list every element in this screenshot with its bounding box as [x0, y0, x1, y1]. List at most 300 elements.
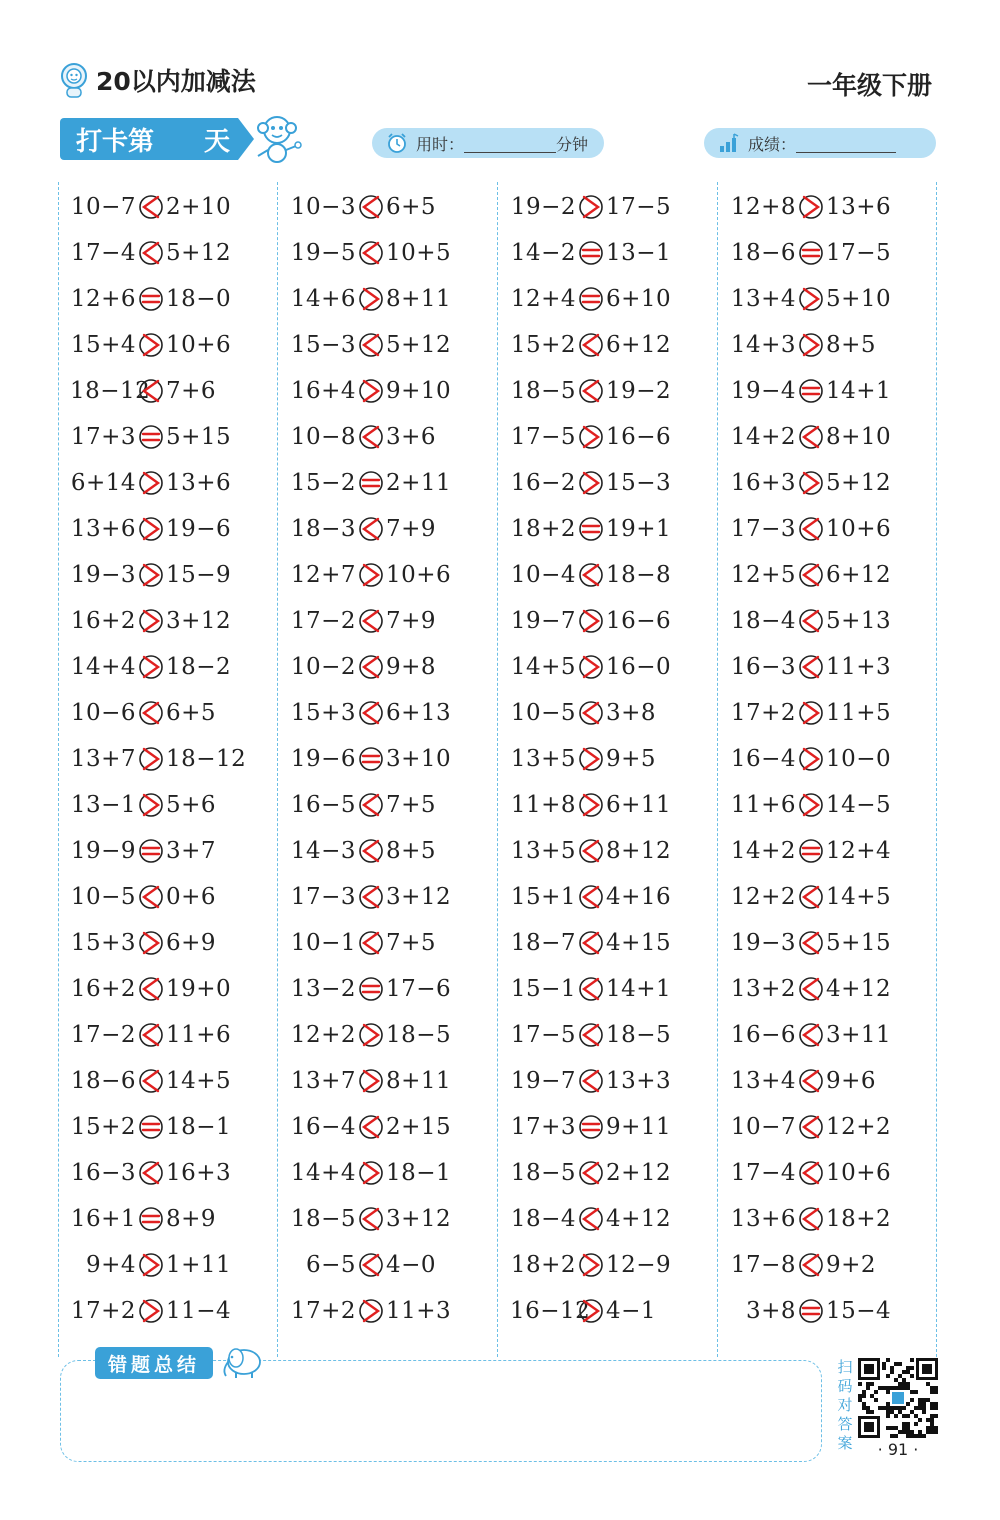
- qr-module: [926, 1430, 930, 1434]
- answer-circle: [578, 930, 604, 956]
- greater-than-mark: [144, 611, 158, 631]
- less-than-mark: [364, 841, 378, 861]
- qr-module: [922, 1402, 926, 1406]
- left-expression: 13+5: [510, 838, 576, 864]
- comparison-problem: [290, 693, 451, 733]
- left-expression: 17−5: [510, 1022, 576, 1048]
- left-expression: 17−2: [70, 1022, 136, 1048]
- right-expression: 9+5: [606, 746, 657, 772]
- comparison-problem: [510, 1245, 671, 1285]
- left-expression: 17−4: [730, 1160, 796, 1186]
- comparison-problem: [70, 739, 246, 779]
- qr-module: [918, 1430, 922, 1434]
- left-expression: 19−7: [510, 608, 576, 634]
- less-than-mark: [364, 519, 378, 539]
- answer-circle: [578, 1298, 604, 1324]
- qr-module: [918, 1434, 922, 1438]
- right-expression: 6+5: [166, 700, 217, 726]
- qr-module: [886, 1410, 890, 1414]
- equals-mark: [143, 1124, 159, 1130]
- comparison-problem: [730, 1199, 891, 1239]
- left-expression: 12+6: [70, 286, 136, 312]
- answer-circle: [358, 562, 384, 588]
- greater-than-mark: [584, 657, 598, 677]
- right-expression: 3+8: [606, 700, 657, 726]
- greater-than-mark: [144, 749, 158, 769]
- comparison-problem: [730, 923, 891, 963]
- left-expression: 10−1: [290, 930, 356, 956]
- right-expression: 16−6: [606, 608, 672, 634]
- qr-module: [902, 1378, 906, 1382]
- right-expression: 19−6: [166, 516, 232, 542]
- right-expression: 9+11: [606, 1114, 672, 1140]
- qr-module: [934, 1406, 938, 1410]
- answer-circle: [578, 654, 604, 680]
- time-field: [372, 128, 604, 158]
- right-expression: 5+6: [166, 792, 217, 818]
- right-expression: 18−8: [606, 562, 672, 588]
- right-expression: 14−5: [826, 792, 892, 818]
- qr-module: [926, 1398, 930, 1402]
- left-expression: 14+2: [730, 424, 796, 450]
- comparison-problem: [730, 1291, 891, 1331]
- right-expression: 5+12: [386, 332, 452, 358]
- qr-module: [930, 1422, 934, 1426]
- comparison-problem: [730, 601, 891, 641]
- comparison-problem: [510, 1061, 671, 1101]
- greater-than-mark: [364, 289, 378, 309]
- less-than-mark: [144, 381, 158, 401]
- less-than-mark: [364, 1117, 378, 1137]
- right-expression: 10+6: [826, 516, 892, 542]
- equals-mark: [143, 1216, 159, 1222]
- answer-circle: [798, 286, 824, 312]
- comparison-problem: [510, 279, 671, 319]
- qr-module: [934, 1426, 938, 1430]
- left-expression: 15+3: [70, 930, 136, 956]
- answer-circle: [138, 608, 164, 634]
- right-expression: 4+12: [826, 976, 892, 1002]
- qr-module: [910, 1410, 914, 1414]
- answer-circle: [138, 1068, 164, 1094]
- answer-circle: [358, 424, 384, 450]
- less-than-mark: [364, 197, 378, 217]
- qr-module: [922, 1406, 926, 1410]
- column-divider: [277, 182, 278, 1357]
- left-expression: 12+2: [290, 1022, 356, 1048]
- right-expression: 13−1: [606, 240, 672, 266]
- greater-than-mark: [364, 1071, 378, 1091]
- right-expression: 18−5: [386, 1022, 452, 1048]
- right-expression: 12+4: [826, 838, 892, 864]
- right-expression: 8+9: [166, 1206, 217, 1232]
- comparison-problem: [730, 1061, 876, 1101]
- right-expression: 5+10: [826, 286, 892, 312]
- answer-circle: [798, 700, 824, 726]
- right-expression: 13+3: [606, 1068, 672, 1094]
- qr-module: [922, 1398, 926, 1402]
- left-expression: 16−4: [730, 746, 796, 772]
- qr-module: [890, 1434, 894, 1438]
- left-expression: 14−2: [510, 240, 576, 266]
- qr-module: [898, 1386, 902, 1390]
- qr-module: [906, 1370, 910, 1374]
- less-than-mark: [364, 611, 378, 631]
- right-expression: 3+12: [166, 608, 232, 634]
- right-expression: 8+10: [826, 424, 892, 450]
- right-expression: 3+6: [386, 424, 437, 450]
- less-than-mark: [804, 427, 818, 447]
- comparison-problem: [510, 693, 656, 733]
- less-than-mark: [144, 979, 158, 999]
- right-expression: 9+10: [386, 378, 452, 404]
- left-expression: 19−9: [70, 838, 136, 864]
- qr-module: [890, 1410, 894, 1414]
- equals-mark: [143, 434, 159, 440]
- greater-than-mark: [584, 427, 598, 447]
- right-expression: 8+5: [386, 838, 437, 864]
- comparison-problem: [510, 969, 671, 1009]
- comparison-problem: [290, 233, 451, 273]
- left-expression: 16+2: [70, 976, 136, 1002]
- left-expression: 19−3: [70, 562, 136, 588]
- qr-module: [922, 1410, 926, 1414]
- comparison-problem: [510, 1199, 671, 1239]
- comparison-problem: [70, 279, 231, 319]
- answer-circle: [578, 240, 604, 266]
- comparison-problem: [290, 739, 451, 779]
- greater-than-mark: [364, 1025, 378, 1045]
- answer-circle: [358, 194, 384, 220]
- qr-module: [902, 1414, 906, 1418]
- qr-module: [882, 1362, 886, 1366]
- answer-circle: [578, 424, 604, 450]
- greater-than-mark: [804, 197, 818, 217]
- right-expression: 13+6: [166, 470, 232, 496]
- right-expression: 14+1: [606, 976, 672, 1002]
- answer-circle: [798, 1022, 824, 1048]
- left-expression: 3+8: [745, 1298, 796, 1324]
- right-expression: 7+9: [386, 608, 437, 634]
- left-expression: 10−4: [510, 562, 576, 588]
- right-expression: 7+9: [386, 516, 437, 542]
- greater-than-mark: [804, 749, 818, 769]
- less-than-mark: [804, 1209, 818, 1229]
- answer-circle: [358, 1160, 384, 1186]
- right-expression: 18−5: [606, 1022, 672, 1048]
- answer-circle: [798, 884, 824, 910]
- answer-circle: [798, 838, 824, 864]
- greater-than-mark: [144, 565, 158, 585]
- answer-circle: [578, 1022, 604, 1048]
- comparison-problem: [70, 555, 231, 595]
- qr-module: [866, 1410, 870, 1414]
- right-expression: 16−0: [606, 654, 672, 680]
- comparison-problem: [730, 831, 891, 871]
- equals-mark: [363, 986, 379, 992]
- less-than-mark: [584, 979, 598, 999]
- right-expression: 10+6: [386, 562, 452, 588]
- problem-grid: [58, 182, 938, 1357]
- equals-mark: [583, 1124, 599, 1130]
- page-number: · 91 ·: [877, 1440, 919, 1459]
- right-expression: 4−1: [606, 1298, 657, 1324]
- comparison-problem: [290, 555, 451, 595]
- answer-circle: [578, 470, 604, 496]
- left-expression: 6+14: [70, 470, 136, 496]
- greater-than-mark: [144, 473, 158, 493]
- right-expression: 7+5: [386, 930, 437, 956]
- qr-module: [926, 1382, 930, 1386]
- right-expression: 7+6: [166, 378, 217, 404]
- right-expression: 11+5: [826, 700, 892, 726]
- right-expression: 5+15: [166, 424, 232, 450]
- qr-code[interactable]: [858, 1358, 938, 1438]
- comparison-problem: [510, 555, 671, 595]
- comparison-problem: [290, 969, 451, 1009]
- less-than-mark: [584, 933, 598, 953]
- qr-module: [902, 1382, 906, 1386]
- answer-circle: [578, 1252, 604, 1278]
- left-expression: 18−5: [510, 1160, 576, 1186]
- left-expression: 15+2: [70, 1114, 136, 1140]
- qr-module: [870, 1394, 874, 1398]
- qr-module: [898, 1406, 902, 1410]
- less-than-mark: [144, 1163, 158, 1183]
- answer-circle: [358, 332, 384, 358]
- left-expression: 13+6: [730, 1206, 796, 1232]
- comparison-problem: [730, 233, 891, 273]
- qr-module: [894, 1386, 898, 1390]
- left-expression: 15−1: [510, 976, 576, 1002]
- answer-circle: [798, 332, 824, 358]
- header: [58, 60, 256, 100]
- right-expression: 3+10: [386, 746, 452, 772]
- time-blank[interactable]: [464, 134, 556, 153]
- right-expression: 5+12: [166, 240, 232, 266]
- comparison-problem: [730, 877, 891, 917]
- answer-circle: [358, 976, 384, 1002]
- comparison-problem: [510, 831, 671, 871]
- qr-module: [886, 1386, 890, 1390]
- qr-module: [930, 1390, 934, 1394]
- equals-mark: [363, 756, 379, 762]
- answer-circle: [138, 700, 164, 726]
- left-expression: 17−2: [290, 608, 356, 634]
- answer-circle: [358, 1022, 384, 1048]
- greater-than-mark: [364, 381, 378, 401]
- answer-circle: [138, 516, 164, 542]
- equals-mark: [803, 250, 819, 256]
- comparison-problem: [290, 1245, 436, 1285]
- left-expression: 16−6: [730, 1022, 796, 1048]
- right-expression: 8+11: [386, 1068, 452, 1094]
- comparison-problem: [730, 739, 891, 779]
- comparison-problem: [290, 923, 436, 963]
- comparison-problem: [70, 1245, 231, 1285]
- greater-than-mark: [144, 519, 158, 539]
- qr-module: [914, 1434, 918, 1438]
- left-expression: 18−4: [510, 1206, 576, 1232]
- left-expression: 14+4: [290, 1160, 356, 1186]
- answer-circle: [358, 746, 384, 772]
- right-expression: 16+3: [166, 1160, 232, 1186]
- left-expression: 17+2: [290, 1298, 356, 1324]
- right-expression: 14+1: [826, 378, 892, 404]
- equals-mark: [803, 388, 819, 394]
- qr-module: [882, 1386, 886, 1390]
- less-than-mark: [144, 703, 158, 723]
- comparison-problem: [290, 601, 436, 641]
- qr-module: [886, 1406, 890, 1410]
- greater-than-mark: [584, 473, 598, 493]
- greater-than-mark: [584, 749, 598, 769]
- qr-module: [858, 1394, 862, 1398]
- qr-module: [902, 1386, 906, 1390]
- answer-circle: [578, 1068, 604, 1094]
- left-expression: 10−6: [70, 700, 136, 726]
- answer-circle: [798, 1160, 824, 1186]
- right-expression: 11+3: [826, 654, 892, 680]
- greater-than-mark: [584, 1301, 598, 1321]
- answer-circle: [358, 240, 384, 266]
- music-bars-icon: [718, 132, 740, 154]
- right-expression: 3+7: [166, 838, 217, 864]
- left-expression: 18−5: [510, 378, 576, 404]
- qr-module: [910, 1434, 914, 1438]
- right-expression: 18+2: [826, 1206, 892, 1232]
- answer-circle: [578, 286, 604, 312]
- score-blank[interactable]: [796, 134, 896, 153]
- checkin-label: 打卡第: [76, 126, 155, 157]
- left-expression: 19−3: [730, 930, 796, 956]
- qr-module: [926, 1418, 930, 1422]
- left-expression: 10−7: [730, 1114, 796, 1140]
- left-expression: 13+5: [510, 746, 576, 772]
- right-expression: 18−1: [386, 1160, 452, 1186]
- less-than-mark: [804, 1163, 818, 1183]
- left-expression: 13−1: [70, 792, 136, 818]
- qr-module: [918, 1418, 922, 1422]
- qr-module: [898, 1374, 902, 1378]
- answer-circle: [798, 1298, 824, 1324]
- qr-module: [906, 1386, 910, 1390]
- greater-than-mark: [144, 795, 158, 815]
- qr-module: [886, 1426, 890, 1430]
- answer-circle: [798, 240, 824, 266]
- less-than-mark: [584, 565, 598, 585]
- answer-circle: [358, 1252, 384, 1278]
- qr-module: [930, 1426, 934, 1430]
- less-than-mark: [804, 565, 818, 585]
- left-expression: 17+3: [510, 1114, 576, 1140]
- qr-module: [892, 1392, 904, 1404]
- left-expression: 11+8: [510, 792, 576, 818]
- qr-module: [894, 1426, 898, 1430]
- qr-module: [882, 1366, 886, 1370]
- greater-than-mark: [144, 1255, 158, 1275]
- answer-circle: [138, 884, 164, 910]
- right-expression: 7+5: [386, 792, 437, 818]
- scan-for-answers-label: 扫码对答案: [837, 1358, 853, 1452]
- comparison-problem: [70, 325, 231, 365]
- left-expression: 18−3: [290, 516, 356, 542]
- answer-circle: [578, 700, 604, 726]
- left-expression: 10−8: [290, 424, 356, 450]
- left-expression: 18−5: [290, 1206, 356, 1232]
- left-expression: 19−2: [510, 194, 576, 220]
- greater-than-mark: [584, 611, 598, 631]
- comparison-problem: [510, 233, 671, 273]
- right-expression: 2+12: [606, 1160, 672, 1186]
- equals-mark: [803, 1308, 819, 1314]
- answer-circle: [578, 194, 604, 220]
- qr-module: [914, 1414, 918, 1418]
- less-than-mark: [804, 657, 818, 677]
- left-expression: 10−5: [70, 884, 136, 910]
- qr-module: [870, 1410, 874, 1414]
- answer-circle: [798, 516, 824, 542]
- comparison-problem: [70, 1061, 231, 1101]
- qr-module: [886, 1402, 890, 1406]
- answer-circle: [358, 1206, 384, 1232]
- comparison-problem: [290, 1291, 451, 1331]
- answer-circle: [138, 654, 164, 680]
- right-expression: 18−12: [166, 746, 247, 772]
- column-divider: [717, 182, 718, 1357]
- left-expression: 14+5: [510, 654, 576, 680]
- qr-module: [918, 1398, 922, 1402]
- right-expression: 10+5: [386, 240, 452, 266]
- answer-circle: [358, 700, 384, 726]
- left-expression: 12+4: [510, 286, 576, 312]
- less-than-mark: [804, 611, 818, 631]
- qr-module: [934, 1430, 938, 1434]
- left-expression: 13+4: [730, 286, 796, 312]
- qr-module: [906, 1430, 910, 1434]
- left-expression: 12+2: [730, 884, 796, 910]
- less-than-mark: [804, 519, 818, 539]
- comparison-problem: [290, 187, 436, 227]
- right-expression: 4+16: [606, 884, 672, 910]
- comparison-problem: [70, 509, 231, 549]
- greater-than-mark: [364, 1301, 378, 1321]
- answer-circle: [358, 1068, 384, 1094]
- comparison-problem: [730, 371, 891, 411]
- answer-circle: [138, 976, 164, 1002]
- answer-circle: [798, 608, 824, 634]
- header-title: 20以内加减法: [96, 67, 256, 96]
- left-expression: 10−2: [290, 654, 356, 680]
- left-expression: 15+4: [70, 332, 136, 358]
- comparison-problem: [70, 785, 216, 825]
- left-expression: 10−3: [290, 194, 356, 220]
- answer-circle: [798, 1068, 824, 1094]
- answer-circle: [578, 976, 604, 1002]
- comparison-problem: [510, 601, 671, 641]
- greater-than-mark: [804, 473, 818, 493]
- answer-circle: [798, 976, 824, 1002]
- comparison-problem: [70, 1015, 231, 1055]
- right-expression: 3+11: [826, 1022, 892, 1048]
- qr-module: [894, 1362, 898, 1366]
- qr-module: [894, 1406, 898, 1410]
- right-expression: 11+6: [166, 1022, 232, 1048]
- qr-module: [874, 1390, 878, 1394]
- answer-circle: [798, 470, 824, 496]
- right-expression: 2+11: [386, 470, 452, 496]
- qr-module: [870, 1382, 874, 1386]
